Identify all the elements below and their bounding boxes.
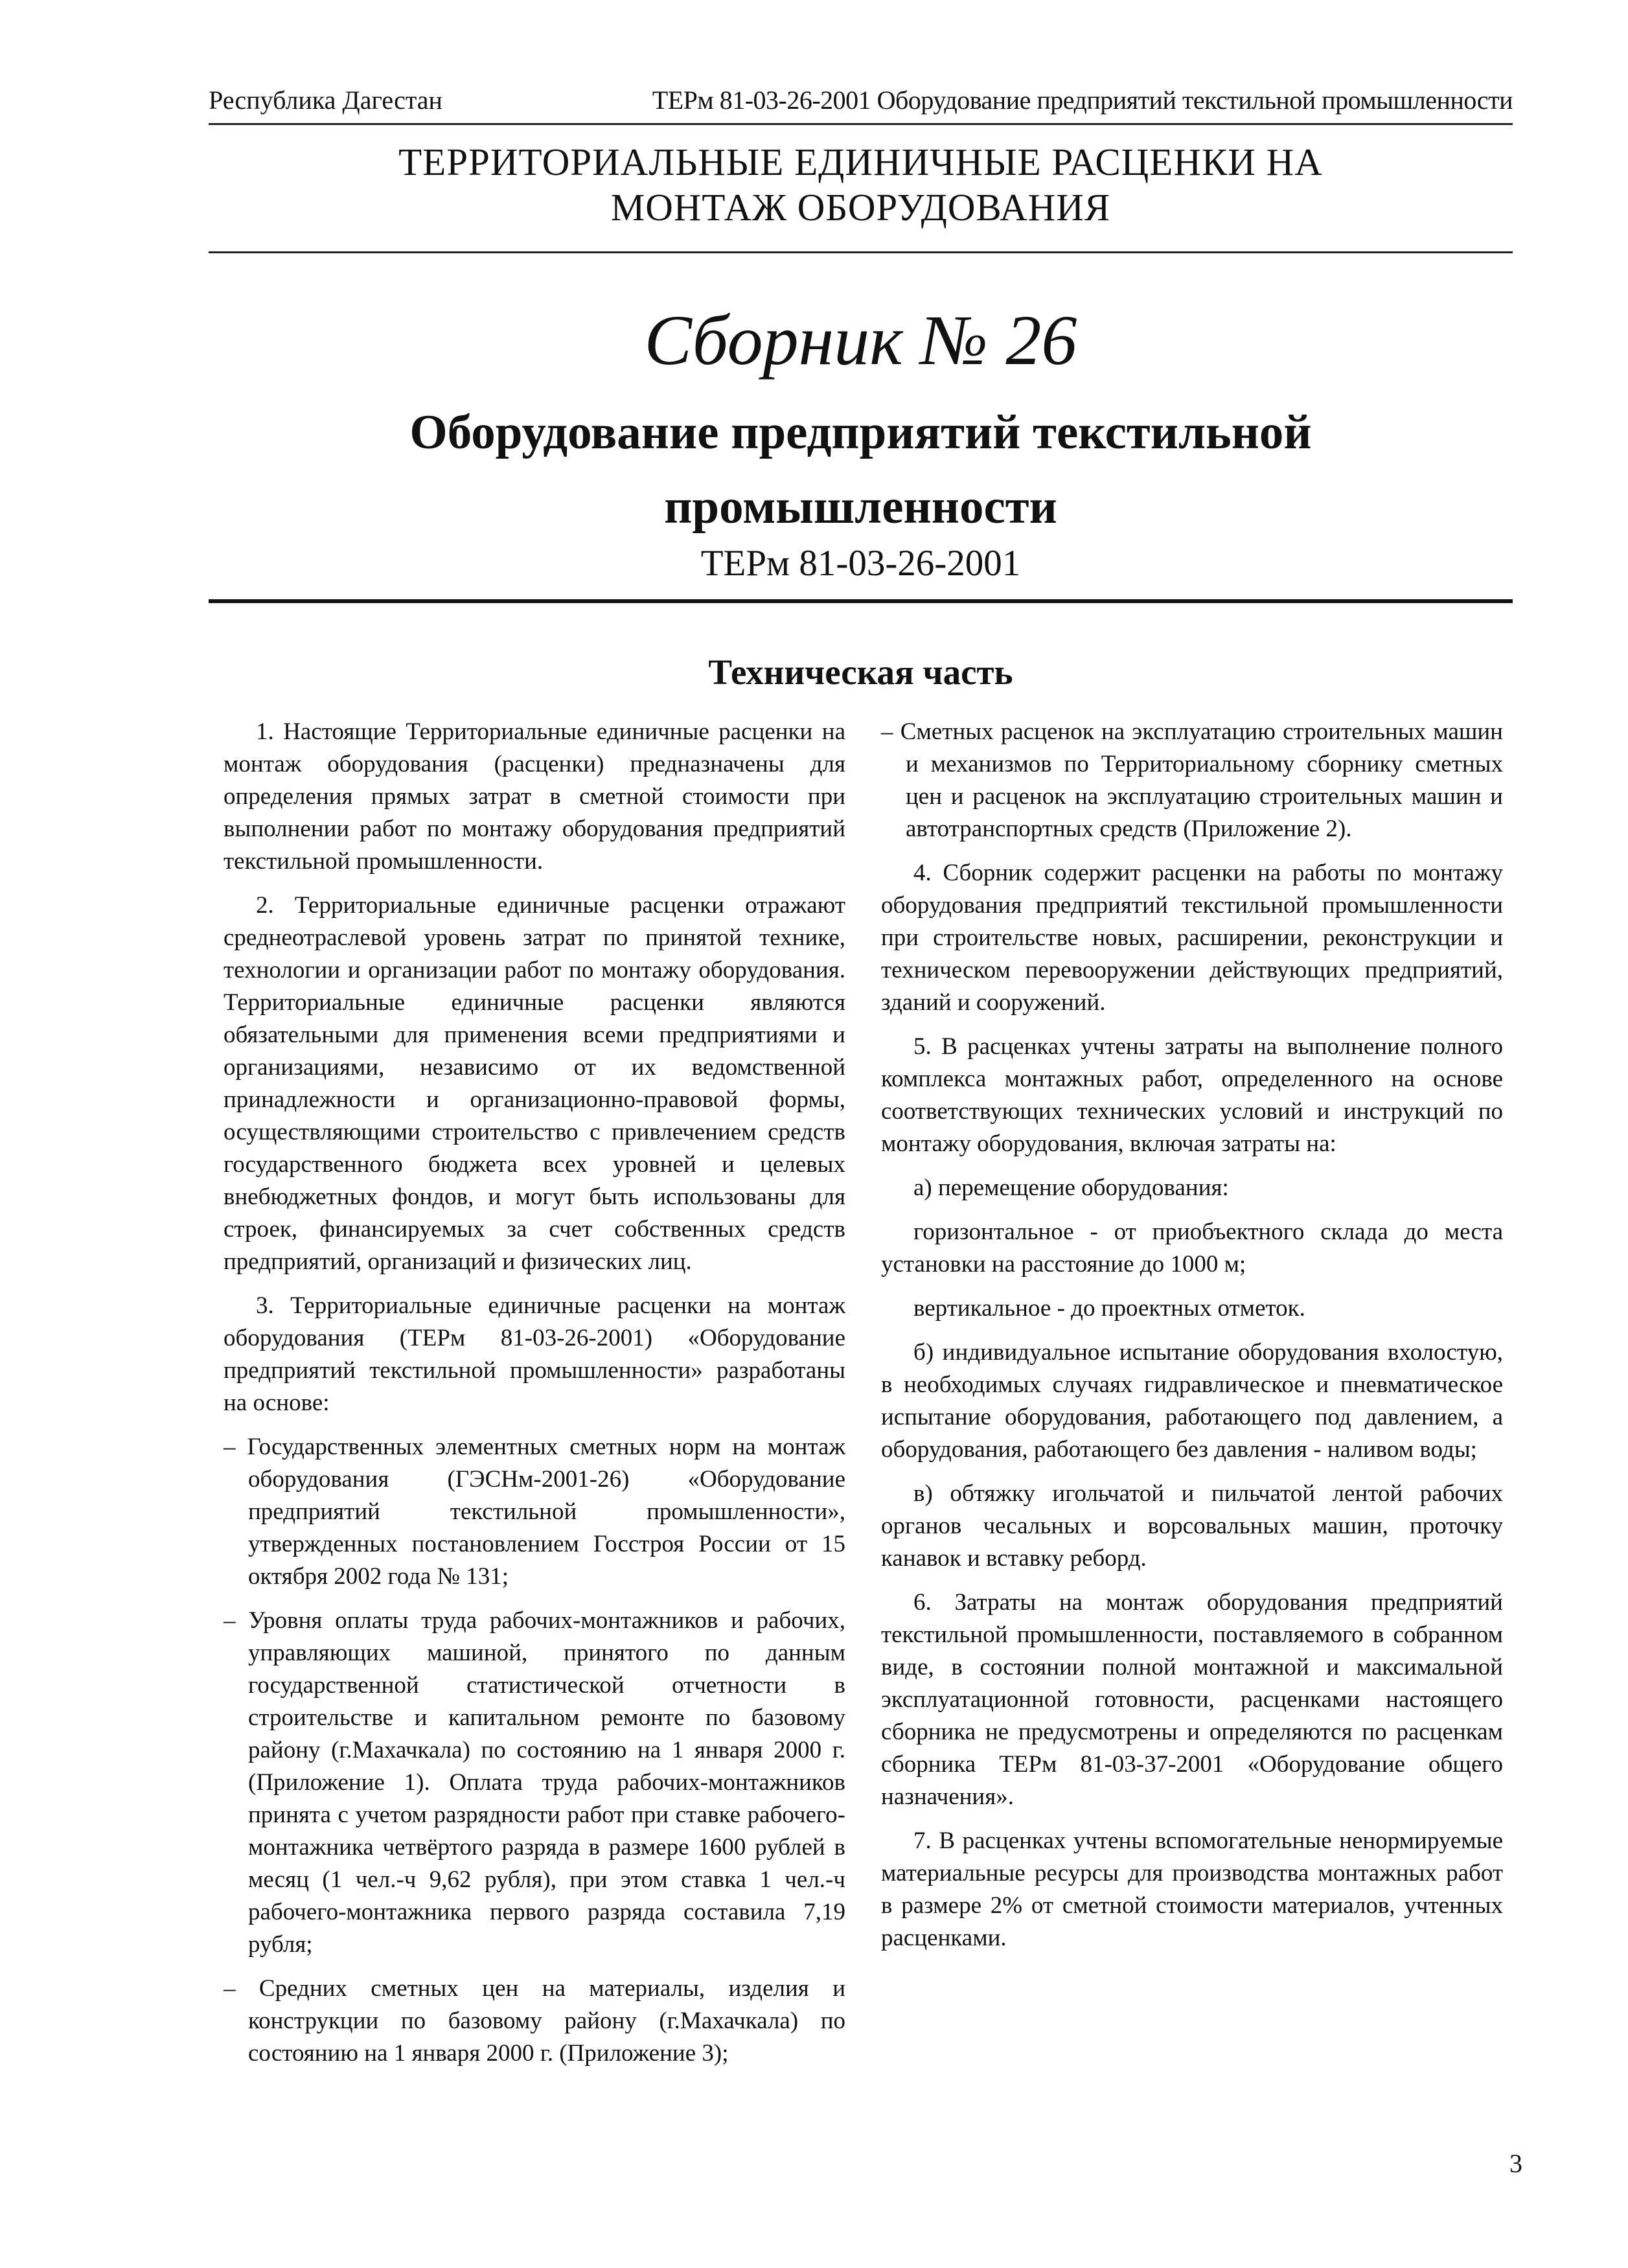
- title-rule: [209, 251, 1513, 253]
- page-number: 3: [1509, 2149, 1522, 2178]
- paragraph-5b: б) индивидуальное испытание оборудования вхолостую, в необходимых случаях гидравлическое и пневматическое испытание оборудования, работающего под давлением, а оборудования, работающего без давления - наливом воды;: [881, 1339, 1503, 1463]
- running-header: [209, 78, 1513, 123]
- paragraph-2: 2. Территориальные единичные расценки отражают среднеотраслевой уровень затрат по принятой технике, технологии и организации работ по монтажу оборудования. Территориальные единичные расценки являются обязательными для применения всеми предприятиями и организациями, независимо от их ведомственной принадлежности и организационно-правовой формы, осуществляющими строительство с привлечением средств государственного бюджета всех уровней и целевых внебюджетных фондов, и могут быть использованы для строек, финансируемых за счет собственных средств предприятий, организаций и физических лиц.: [224, 892, 845, 1275]
- paragraph-5c: в) обтяжку игольчатой и пильчатой лентой рабочих органов чесальных и ворсовальных машин, проточку канавок и вставку реборд.: [881, 1480, 1503, 1572]
- header-rule: [209, 123, 1513, 125]
- collection-title: Сборник № 26: [644, 301, 1077, 380]
- running-header-title: ТЕРм 81-03-26-2001 Оборудование предприятий текстильной промышленности: [652, 86, 1513, 115]
- paragraph-3: 3. Территориальные единичные расценки на монтаж оборудования (ТЕРм 81-03-26-2001) «Оборудование предприятий текстильной промышленности» разработаны на основе:: [224, 1292, 845, 1416]
- pre-title: [209, 139, 1513, 230]
- list-item-prices: – Средних сметных цен на материалы, изделия и конструкции по базовому району (г.Махачкала) по состоянию на 1 января 2000 г. (Приложение 3);: [224, 1975, 845, 2067]
- subject-title-line-2: промышленности: [664, 480, 1057, 534]
- section-rule: [209, 599, 1513, 603]
- running-header-region: Республика Дагестан: [209, 86, 442, 115]
- paragraph-5a: а) перемещение оборудования:: [913, 1174, 1229, 1201]
- list-item-machines: – Сметных расценок на эксплуатацию строительных машин и механизмов по Территориальному сборнику сметных цен и расценок на эксплуатацию строительных машин и автотранспортных средств (Приложение 2).: [881, 718, 1503, 842]
- paragraph-5a-horizontal: горизонтальное - от приобъектного склада до места установки на расстояние до 1000 м;: [881, 1219, 1503, 1277]
- paragraph-6: 6. Затраты на монтаж оборудования предприятий текстильной промышленности, поставляемого в собранном виде, в состоянии полной монтажной и максимальной эксплуатационной готовности, расценками настоящего сборника не предусмотрены и определяются по расценкам сборника ТЕРм 81-03-37-2001 «Оборудование общего назначения».: [881, 1589, 1503, 1810]
- subject-title: [209, 395, 1513, 544]
- list-item-gesn: – Государственных элементных сметных норм на монтаж оборудования (ГЭСНм-2001-26) «Оборудование предприятий текстильной промышленности», утвержденных постановлением Госстроя России от 15 октября 2002 года № 131;: [224, 1434, 845, 1590]
- pre-title-line-2: МОНТАЖ ОБОРУДОВАНИЯ: [610, 186, 1111, 229]
- document-code: ТЕРм 81-03-26-2001: [700, 543, 1021, 584]
- paragraph-5a-vertical: вертикальное - до проектных отметок.: [913, 1295, 1305, 1322]
- paragraph-5: 5. В расценках учтены затраты на выполнение полного комплекса монтажных работ, определенного на основе соответствующих технических условий и инструкций по монтажу оборудования, включая затраты на:: [881, 1033, 1503, 1157]
- paragraph-1: 1. Настоящие Территориальные единичные расценки на монтаж оборудования (расценки) предназначены для определения прямых затрат в сметной стоимости при выполнении работ по монтажу оборудования предприятий текстильной промышленности.: [224, 718, 845, 875]
- pre-title-line-1: ТЕРРИТОРИАЛЬНЫЕ ЕДИНИЧНЫЕ РАСЦЕНКИ НА: [398, 141, 1323, 183]
- subject-title-line-1: Оборудование предприятий текстильной: [409, 406, 1312, 459]
- right-column: [881, 716, 1503, 1966]
- section-heading: Техническая часть: [708, 652, 1013, 692]
- paragraph-4: 4. Сборник содержит расценки на работы по монтажу оборудования предприятий текстильной промышленности при строительстве новых, расширении, реконструкции и техническом перевооружении действующих предприятий, зданий и сооружений.: [881, 860, 1503, 1016]
- left-column: [224, 716, 845, 2081]
- paragraph-7: 7. В расценках учтены вспомогательные ненормируемые материальные ресурсы для производства монтажных работ в размере 2% от сметной стоимости материалов, учтенных расценками.: [881, 1827, 1503, 1951]
- list-item-wages: – Уровня оплаты труда рабочих-монтажников и рабочих, управляющих машиной, принятого по данным государственной статистической отчетности в строительстве и капитальном ремонте по базовому району (г.Махачкала) по состоянию на 1 января 2000 г. (Приложение 1). Оплата труда рабочих-монтажников принята с учетом разрядности работ при ставке рабочего-монтажника четвёртого разряда в размере 1600 рублей в месяц (1 чел.-ч 9,62 рубля), при этом ставка 1 чел.-ч рабочего-монтажника первого разряда составила 7,19 рубля;: [224, 1607, 845, 1958]
